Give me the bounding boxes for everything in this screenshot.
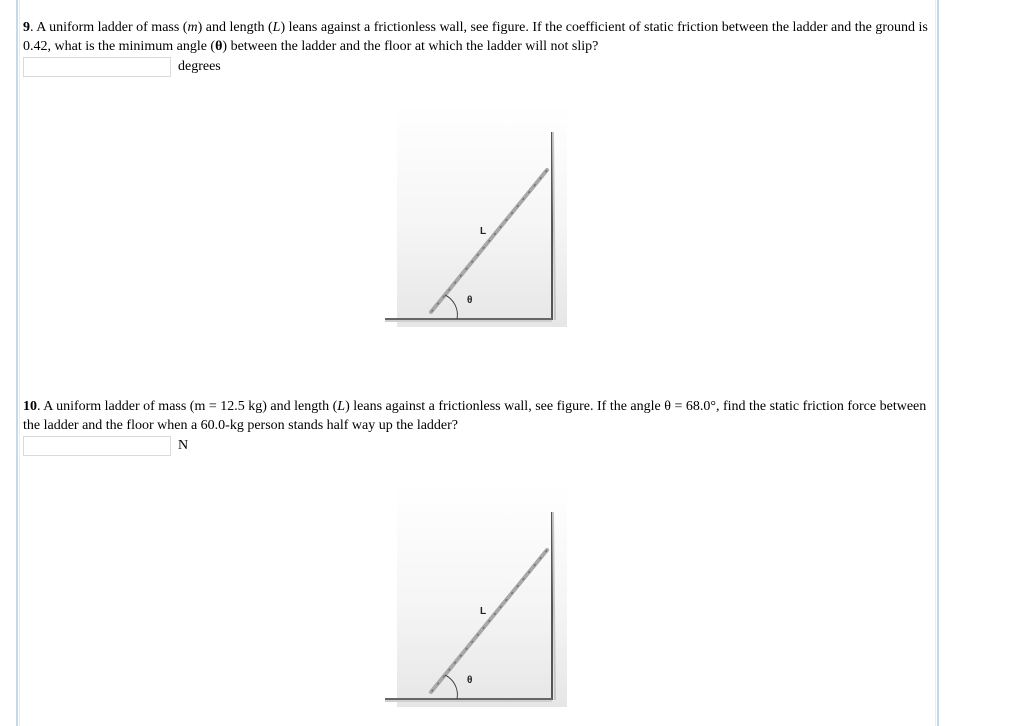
question-9: [23, 18, 928, 79]
question-10-ladder-figure: [383, 480, 569, 710]
question-9-answer-input[interactable]: [23, 57, 171, 77]
angle-label: θ: [467, 295, 473, 306]
length-label: L: [480, 226, 487, 237]
question-10-answer-row: [23, 436, 928, 458]
question-10-unit-label: N: [178, 438, 189, 453]
question-10-number: 10: [23, 399, 37, 414]
length-label: L: [480, 606, 487, 617]
question-9-answer-row: [23, 57, 928, 79]
question-10-text: 10. A uniform ladder of mass (m = 12.5 kg) and length (L) leans against a frictionless wall, see figure. If the angle θ = 68.0°, find the static friction force between the ladder and the floor when a 60.0-kg person stands half way up the ladder?: [23, 399, 927, 433]
question-10: [23, 397, 928, 458]
angle-label: θ: [467, 675, 473, 686]
figure-background: [397, 105, 567, 327]
question-9-number: 9: [23, 20, 30, 35]
question-10-answer-input[interactable]: [23, 436, 171, 456]
question-9-text: 9. A uniform ladder of mass (m) and length (L) leans against a frictionless wall, see figure. If the coefficient of static friction between the ladder and the ground is 0.42, what is the minimum angle (θ) between the ladder and the floor at which the ladder will not slip?: [23, 20, 928, 54]
question-9-ladder-figure: [383, 100, 569, 330]
figure-background: [397, 485, 567, 707]
question-9-unit-label: degrees: [178, 59, 221, 74]
